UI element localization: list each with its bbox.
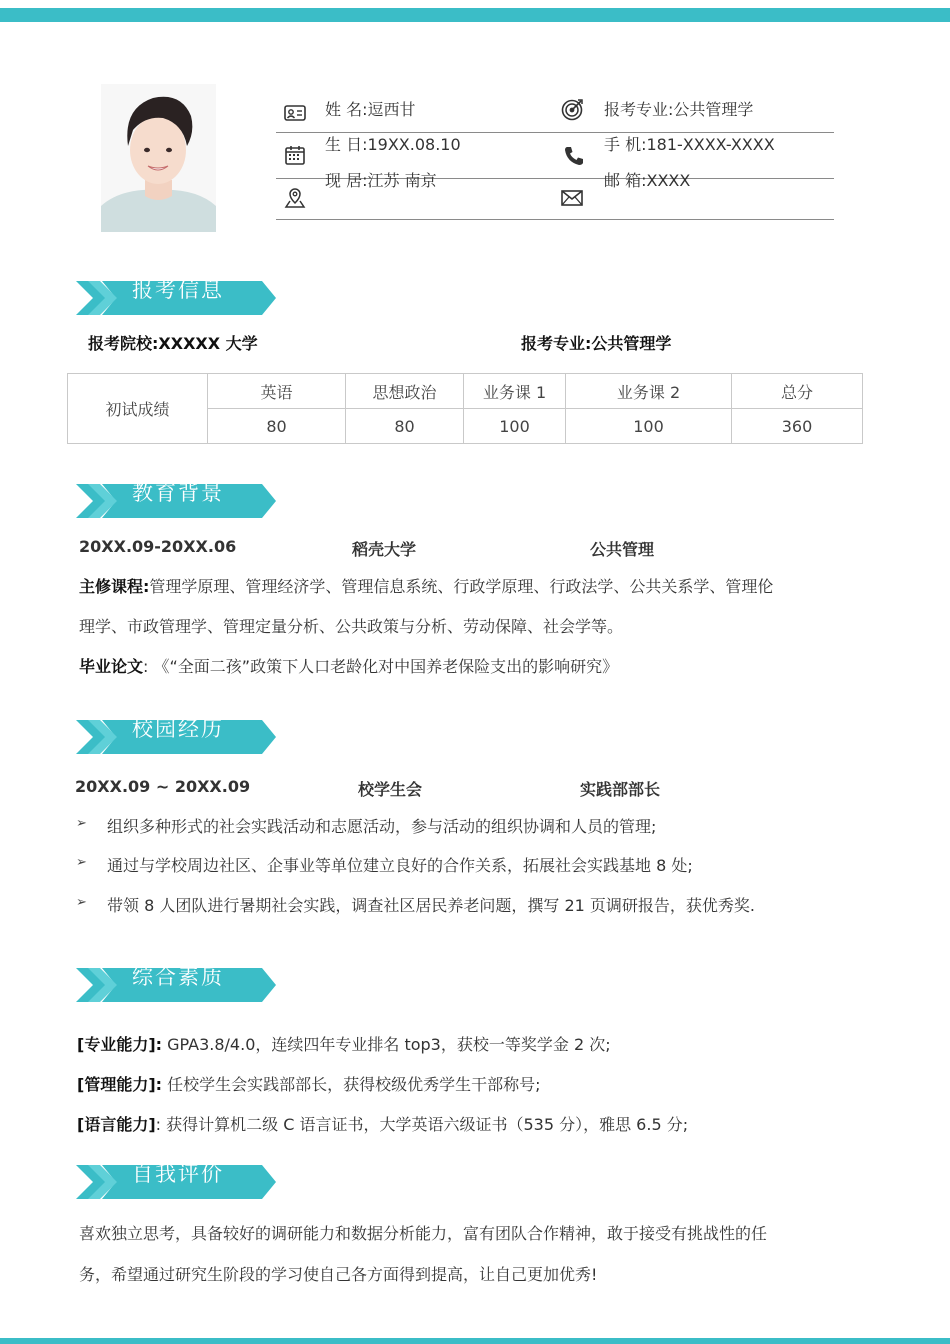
mail-icon — [560, 186, 584, 210]
email-field — [604, 168, 690, 191]
location-icon — [283, 186, 307, 210]
education-school: 稻壳大学 — [352, 540, 417, 559]
apply-school-value: XXXXX 大学 — [158, 334, 258, 353]
applied-major-label: 报考专业: — [604, 100, 674, 119]
calendar-icon — [283, 143, 307, 167]
quality-text: 任校学生会实践部部长，获得校级优秀学生干部称号; — [162, 1075, 541, 1094]
campus-role: 实践部部长 — [580, 780, 661, 799]
target-icon — [560, 98, 584, 122]
bullet-arrow-icon: ➢ — [76, 816, 87, 831]
apply-school — [88, 331, 258, 354]
table-header-cell: 总分 — [732, 374, 863, 409]
education-period: 20XX.09-20XX.06 — [79, 537, 237, 556]
avatar — [101, 84, 216, 232]
section-header-quality — [76, 965, 276, 1002]
self-eval-line-1: 喜欢独立思考，具备较好的调研能力和数据分析能力，富有团队合作精神，敢于接受有挑战性的任 — [79, 1224, 768, 1243]
phone-label: 手 机: — [604, 135, 647, 154]
apply-school-label: 报考院校: — [88, 334, 159, 353]
courses-text: 管理学原理、管理经济学、管理信息系统、行政学原理、行政法学、公共关系学、管理伦 — [149, 577, 774, 596]
courses-line-2: 理学、市政管理学、管理定量分析、公共政策与分析、劳动保障、社会学等。 — [79, 617, 624, 636]
table-header-cell: 业务课 1 — [464, 374, 566, 409]
quality-label: [专业能力]: — [77, 1035, 163, 1054]
list-item: 带领 8 人团队进行暑期社会实践，调查社区居民养老问题，撰写 21 页调研报告，获优秀奖. — [107, 896, 755, 915]
campus-org: 校学生会 — [358, 780, 423, 799]
applied-major-field — [604, 97, 753, 120]
table-cell: 100 — [566, 409, 732, 444]
table-cell: 80 — [346, 409, 464, 444]
top-accent-bar — [0, 8, 950, 22]
quality-item — [77, 1072, 541, 1095]
bullet-arrow-icon: ➢ — [76, 895, 87, 910]
residence-field — [325, 168, 437, 191]
table-row — [68, 374, 863, 409]
quality-item — [77, 1032, 611, 1055]
education-major: 公共管理 — [590, 540, 655, 559]
thesis-label: 毕业论文 — [79, 657, 144, 676]
table-header-cell: 思想政治 — [346, 374, 464, 409]
quality-text: GPA3.8/4.0，连续四年专业排名 top3，获校一等奖学金 2 次; — [162, 1035, 611, 1054]
section-title: 自我评价 — [132, 1162, 224, 1186]
table-cell: 80 — [208, 409, 346, 444]
section-header-education — [76, 481, 276, 518]
self-eval-line-2: 务，希望通过研究生阶段的学习使自己各方面得到提高，让自己更加优秀! — [79, 1265, 598, 1284]
phone-value: 181-XXXX-XXXX — [646, 135, 775, 154]
thesis — [79, 654, 618, 677]
courses-label: 主修课程: — [79, 577, 150, 596]
courses-line-1 — [79, 574, 773, 597]
birthday-label: 生 日: — [325, 135, 368, 154]
name-label: 姓 名: — [325, 100, 368, 119]
section-title: 校园经历 — [132, 717, 224, 741]
bullet-arrow-icon: ➢ — [76, 855, 87, 870]
birthday-field — [325, 132, 461, 155]
birthday-value: 19XX.08.10 — [367, 135, 461, 154]
table-header-cell: 业务课 2 — [566, 374, 732, 409]
score-row-label: 初试成绩 — [68, 374, 208, 444]
info-divider — [276, 219, 834, 220]
bottom-accent-bar — [0, 1338, 950, 1344]
name-field — [325, 97, 416, 120]
list-item: 通过与学校周边社区、企事业等单位建立良好的合作关系，拓展社会实践基地 8 处; — [107, 856, 693, 875]
section-title: 教育背景 — [132, 481, 224, 505]
quality-text: : 获得计算机二级 C 语言证书，大学英语六级证书（535 分），雅思 6.5 分; — [155, 1115, 689, 1134]
section-header-apply — [76, 278, 276, 315]
quality-label: [语言能力] — [77, 1115, 156, 1134]
apply-major — [521, 331, 671, 354]
section-header-campus — [76, 717, 276, 754]
avatar-portrait — [101, 84, 216, 232]
applied-major-value: 公共管理学 — [673, 100, 754, 119]
email-label: 邮 箱: — [604, 171, 647, 190]
campus-period: 20XX.09 ~ 20XX.09 — [75, 777, 251, 796]
section-header-self — [76, 1162, 276, 1199]
phone-field — [604, 132, 775, 155]
table-header-cell: 英语 — [208, 374, 346, 409]
section-title: 报考信息 — [132, 278, 224, 302]
email-value: XXXX — [646, 171, 691, 190]
quality-label: [管理能力]: — [77, 1075, 163, 1094]
quality-item — [77, 1112, 688, 1135]
list-item: 组织多种形式的社会实践活动和志愿活动，参与活动的组织协调和人员的管理; — [107, 817, 657, 836]
residence-label: 现 居: — [325, 171, 368, 190]
score-table — [67, 373, 863, 444]
section-title: 综合素质 — [132, 965, 224, 989]
residence-value: 江苏 南京 — [367, 171, 437, 190]
name-value: 逗西甘 — [367, 100, 416, 119]
phone-icon — [562, 144, 586, 168]
apply-major-label: 报考专业: — [521, 334, 592, 353]
thesis-value: : 《“全面二孩”政策下人口老龄化对中国养老保险支出的影响研究》 — [143, 657, 619, 676]
table-cell: 100 — [464, 409, 566, 444]
id-card-icon — [283, 101, 307, 125]
table-cell: 360 — [732, 409, 863, 444]
apply-major-value: 公共管理学 — [591, 334, 672, 353]
